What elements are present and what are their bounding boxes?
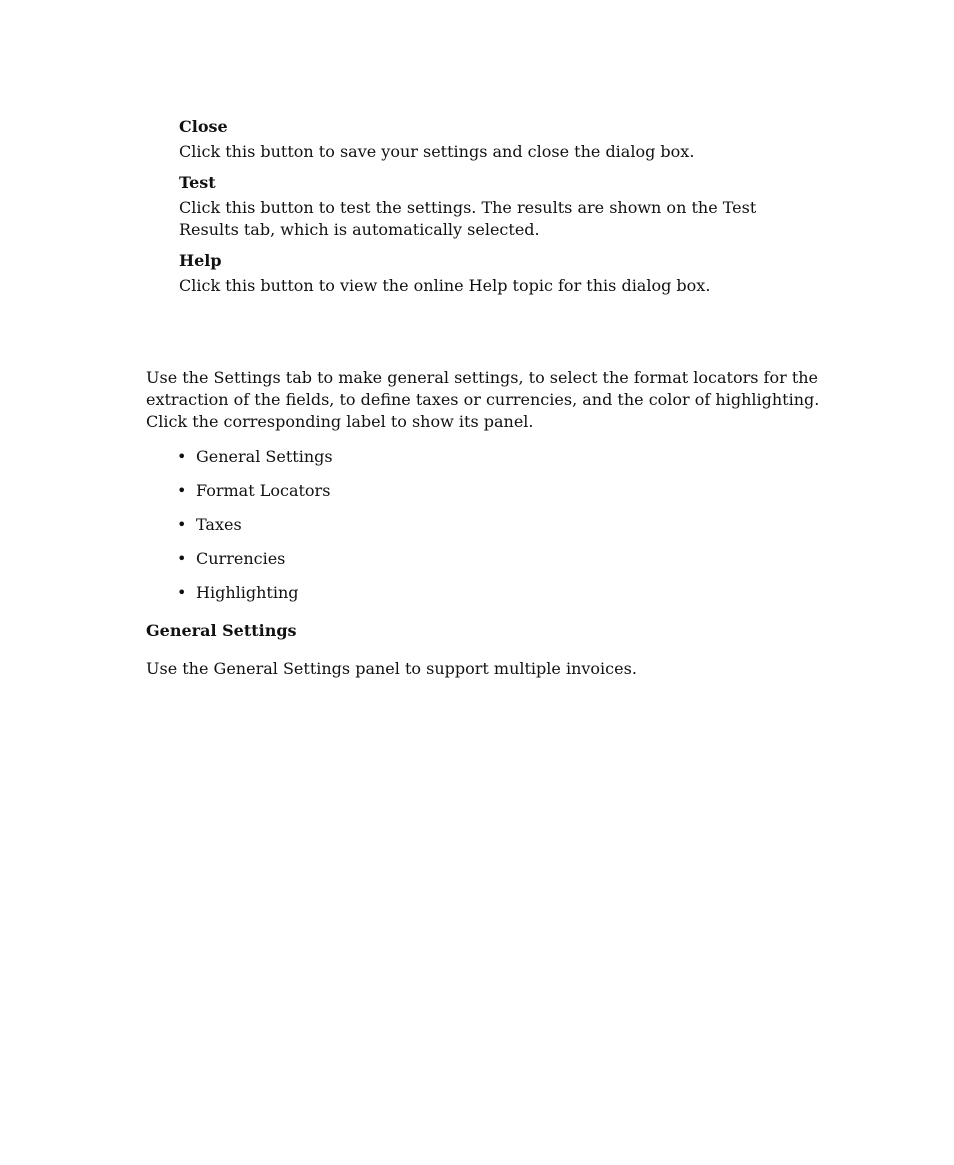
definition-close [179, 116, 819, 163]
definition-description: Click this button to save your settings and close the dialog box. [179, 142, 695, 161]
panel-list [146, 446, 826, 604]
bullet-icon: • [177, 515, 187, 534]
definition-test [179, 172, 819, 241]
list-item-label: Highlighting [196, 583, 299, 602]
list-item [146, 514, 826, 536]
list-item [146, 446, 826, 468]
list-item [146, 582, 826, 604]
list-item [146, 480, 826, 502]
section-heading: General Settings [146, 621, 297, 640]
list-item-label: General Settings [196, 447, 333, 466]
definition-description: Click this button to test the settings. The results are shown on the Test Results tab, which is automatically selected. [179, 198, 757, 239]
intro-paragraph: Use the Settings tab to make general settings, to select the format locators for the extraction of the fields, to define taxes or currencies, and the color of highlighting. Click the corresponding label to show its panel. [146, 368, 820, 431]
definition-help [179, 250, 819, 297]
bullet-icon: • [177, 447, 187, 466]
bullet-icon: • [177, 481, 187, 500]
settings-tab-section [146, 367, 826, 680]
list-item [146, 548, 826, 570]
definition-description: Click this button to view the online Help topic for this dialog box. [179, 276, 711, 295]
list-item-label: Taxes [196, 515, 242, 534]
section-paragraph: Use the General Settings panel to support multiple invoices. [146, 659, 637, 678]
definition-term: Test [179, 173, 216, 192]
bullet-icon: • [177, 549, 187, 568]
list-item-label: Currencies [196, 549, 286, 568]
button-definitions [179, 116, 819, 303]
list-item-label: Format Locators [196, 481, 331, 500]
bullet-icon: • [177, 583, 187, 602]
definition-term: Help [179, 251, 222, 270]
definition-term: Close [179, 117, 228, 136]
